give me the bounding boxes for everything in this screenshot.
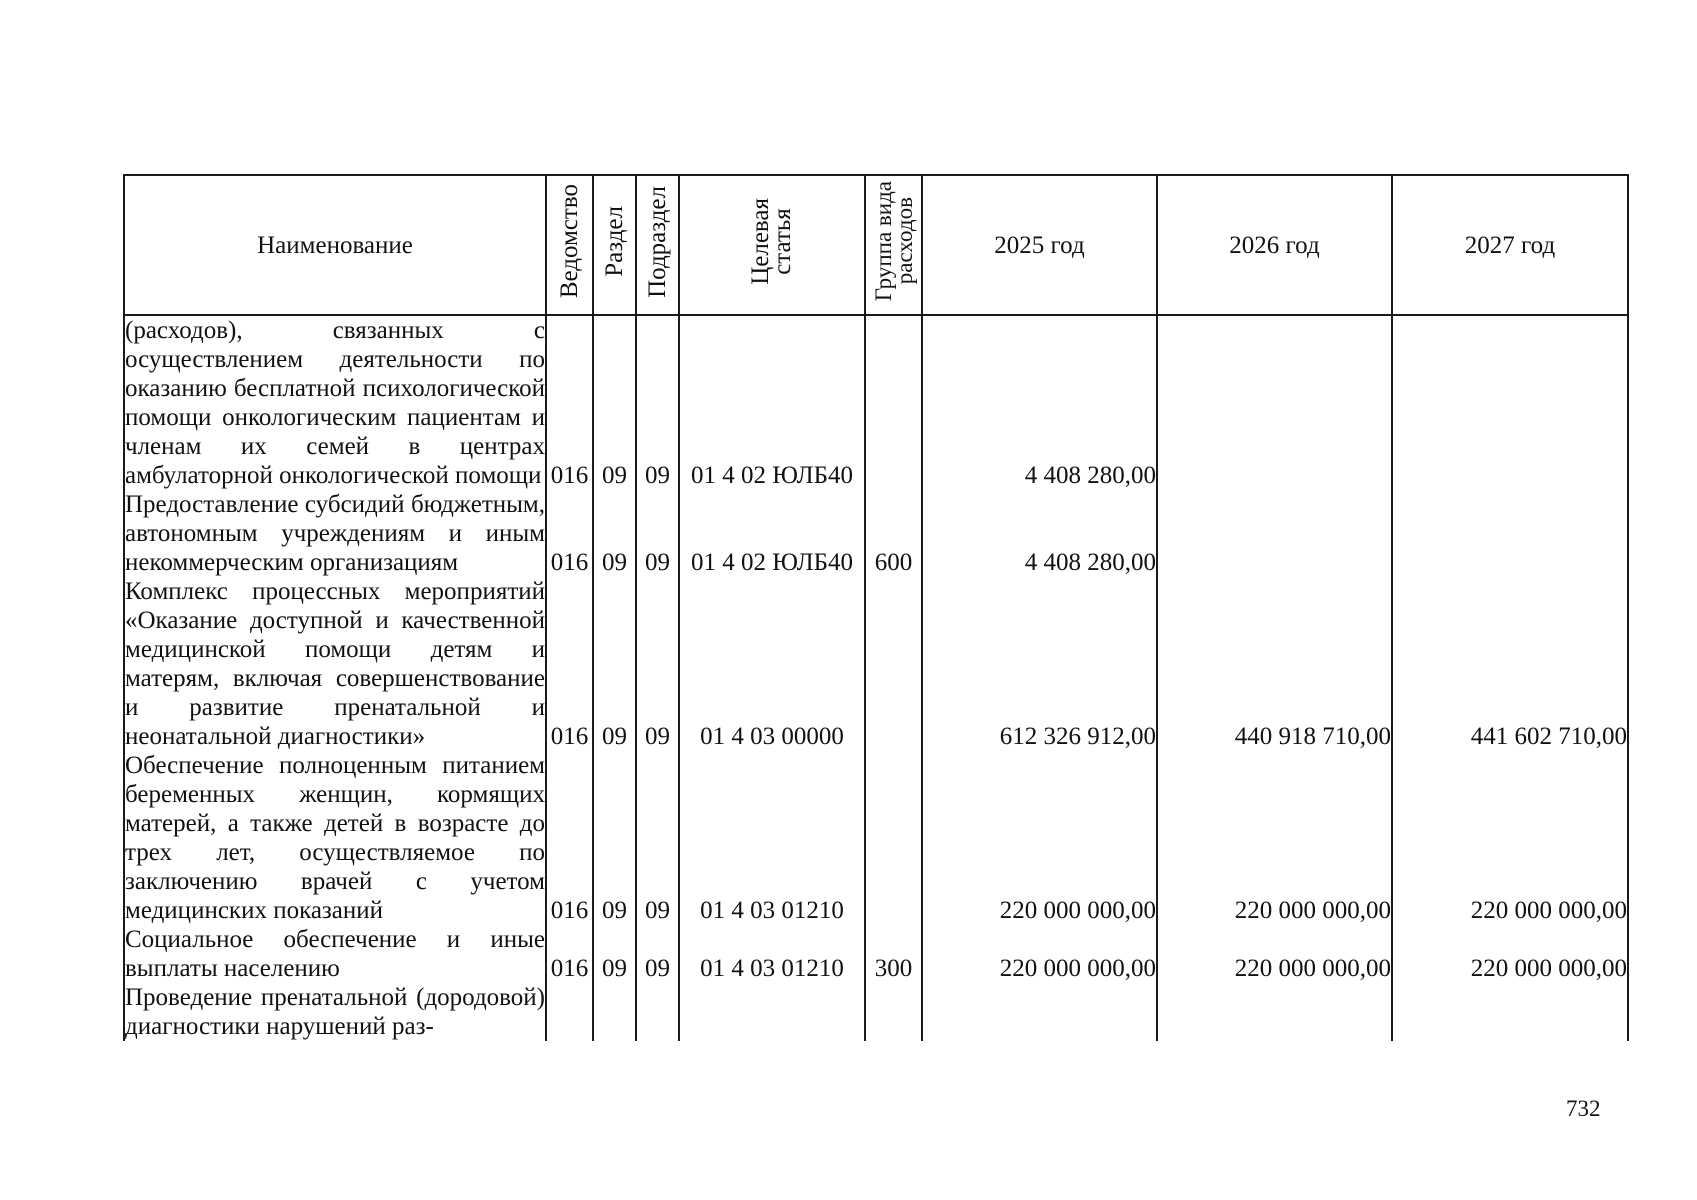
header-subsection-label: Подраздел	[643, 185, 671, 298]
header-expense-group-label	[870, 181, 917, 302]
row-section: 09	[593, 577, 636, 751]
row-name: Предоставление субсидий бюджетным, автономным учреждениям и иным некоммерческим организациям	[125, 491, 545, 576]
budget-table	[123, 174, 1629, 1041]
page-number: 732	[1566, 1096, 1601, 1121]
row-department: 016	[546, 315, 593, 490]
row-name-cell	[124, 925, 546, 983]
row-department: 016	[546, 577, 593, 751]
table-row	[124, 577, 1628, 751]
row-2025	[922, 983, 1157, 1041]
row-name-cell	[124, 577, 546, 751]
header-year-2027	[1392, 175, 1628, 315]
row-subsection: 09	[636, 925, 679, 983]
row-section: 09	[593, 751, 636, 925]
header-year-2025-label: 2025 год	[994, 231, 1085, 259]
row-2026: 440 918 710,00	[1157, 577, 1392, 751]
row-name: Комплекс процессных мероприятий «Оказание доступной и качественной медицинской помощи детям и матерям, включая совершенствование и развитие пренатальной и неонатальной диагностики»	[125, 578, 545, 750]
table-row	[124, 315, 1628, 490]
row-department: 016	[546, 490, 593, 577]
row-2025: 4 408 280,00	[922, 490, 1157, 577]
header-target-article	[679, 175, 865, 315]
header-department	[546, 175, 593, 315]
row-section: 09	[593, 925, 636, 983]
header-section	[593, 175, 636, 315]
row-group	[865, 315, 922, 490]
row-name-cell	[124, 983, 546, 1041]
row-2027: 441 602 710,00	[1392, 577, 1628, 751]
row-target	[679, 983, 865, 1041]
row-group	[865, 751, 922, 925]
row-2027	[1392, 983, 1628, 1041]
table-row	[124, 751, 1628, 925]
row-department	[546, 983, 593, 1041]
row-2026	[1157, 315, 1392, 490]
row-section: 09	[593, 490, 636, 577]
row-target: 01 4 03 00000	[679, 577, 865, 751]
row-2026: 220 000 000,00	[1157, 925, 1392, 983]
header-department-label: Ведомство	[555, 184, 583, 299]
row-group	[865, 983, 922, 1041]
table-row	[124, 925, 1628, 983]
row-2027	[1392, 490, 1628, 577]
row-section: 09	[593, 315, 636, 490]
row-2026	[1157, 490, 1392, 577]
row-target: 01 4 03 01210	[679, 751, 865, 925]
row-name-cell	[124, 751, 546, 925]
row-2025: 220 000 000,00	[922, 925, 1157, 983]
header-expense-group-line2: расходов	[891, 197, 917, 286]
row-target: 01 4 03 01210	[679, 925, 865, 983]
row-name-cell	[124, 490, 546, 577]
row-name: Проведение пренатальной (дородовой) диагностики нарушений раз-	[125, 984, 545, 1040]
row-2025: 4 408 280,00	[922, 315, 1157, 490]
header-year-2027-label: 2027 год	[1464, 231, 1556, 259]
header-expense-group-line1: Группа вида	[870, 181, 896, 302]
row-2025: 612 326 912,00	[922, 577, 1157, 751]
row-department: 016	[546, 751, 593, 925]
header-subsection	[636, 175, 679, 315]
row-subsection: 09	[636, 490, 679, 577]
row-subsection	[636, 983, 679, 1041]
row-subsection: 09	[636, 751, 679, 925]
header-year-2025	[922, 175, 1157, 315]
row-2026	[1157, 983, 1392, 1041]
header-year-2026	[1157, 175, 1392, 315]
row-name: Обеспечение полноценным питанием беременных женщин, кормящих матерей, а также детей в возрасте до трех лет, осуществляемое по заключению врачей с учетом медицинских показаний	[125, 752, 545, 924]
row-2027: 220 000 000,00	[1392, 751, 1628, 925]
row-name: Социальное обеспечение и иные выплаты населению	[125, 926, 545, 982]
header-target-article-line2: статья	[769, 208, 796, 275]
row-department: 016	[546, 925, 593, 983]
row-subsection: 09	[636, 315, 679, 490]
header-year-2026-label: 2026 год	[1229, 231, 1320, 259]
table-row	[124, 983, 1628, 1041]
table-header-row	[124, 175, 1628, 315]
row-name-cell	[124, 315, 546, 490]
row-section	[593, 983, 636, 1041]
row-target: 01 4 02 ЮЛБ40	[679, 315, 865, 490]
row-2027	[1392, 315, 1628, 490]
header-name-label: Наименование	[257, 231, 413, 259]
row-2027: 220 000 000,00	[1392, 925, 1628, 983]
header-section-label: Раздел	[600, 206, 628, 277]
header-target-article-label	[747, 198, 796, 285]
row-target: 01 4 02 ЮЛБ40	[679, 490, 865, 577]
row-subsection: 09	[636, 577, 679, 751]
row-group: 600	[865, 490, 922, 577]
row-2025: 220 000 000,00	[922, 751, 1157, 925]
row-name: (расходов), связанных с осуществлением деятельности по оказанию бесплатной психологической помощи онкологическим пациентам и членам их семей в центрах амбулаторной онкологической помощи	[125, 317, 545, 489]
row-group: 300	[865, 925, 922, 983]
header-target-article-line1: Целевая	[747, 198, 774, 285]
row-group	[865, 577, 922, 751]
table-row	[124, 490, 1628, 577]
row-2026: 220 000 000,00	[1157, 751, 1392, 925]
header-expense-group	[865, 175, 922, 315]
header-name	[124, 175, 546, 315]
